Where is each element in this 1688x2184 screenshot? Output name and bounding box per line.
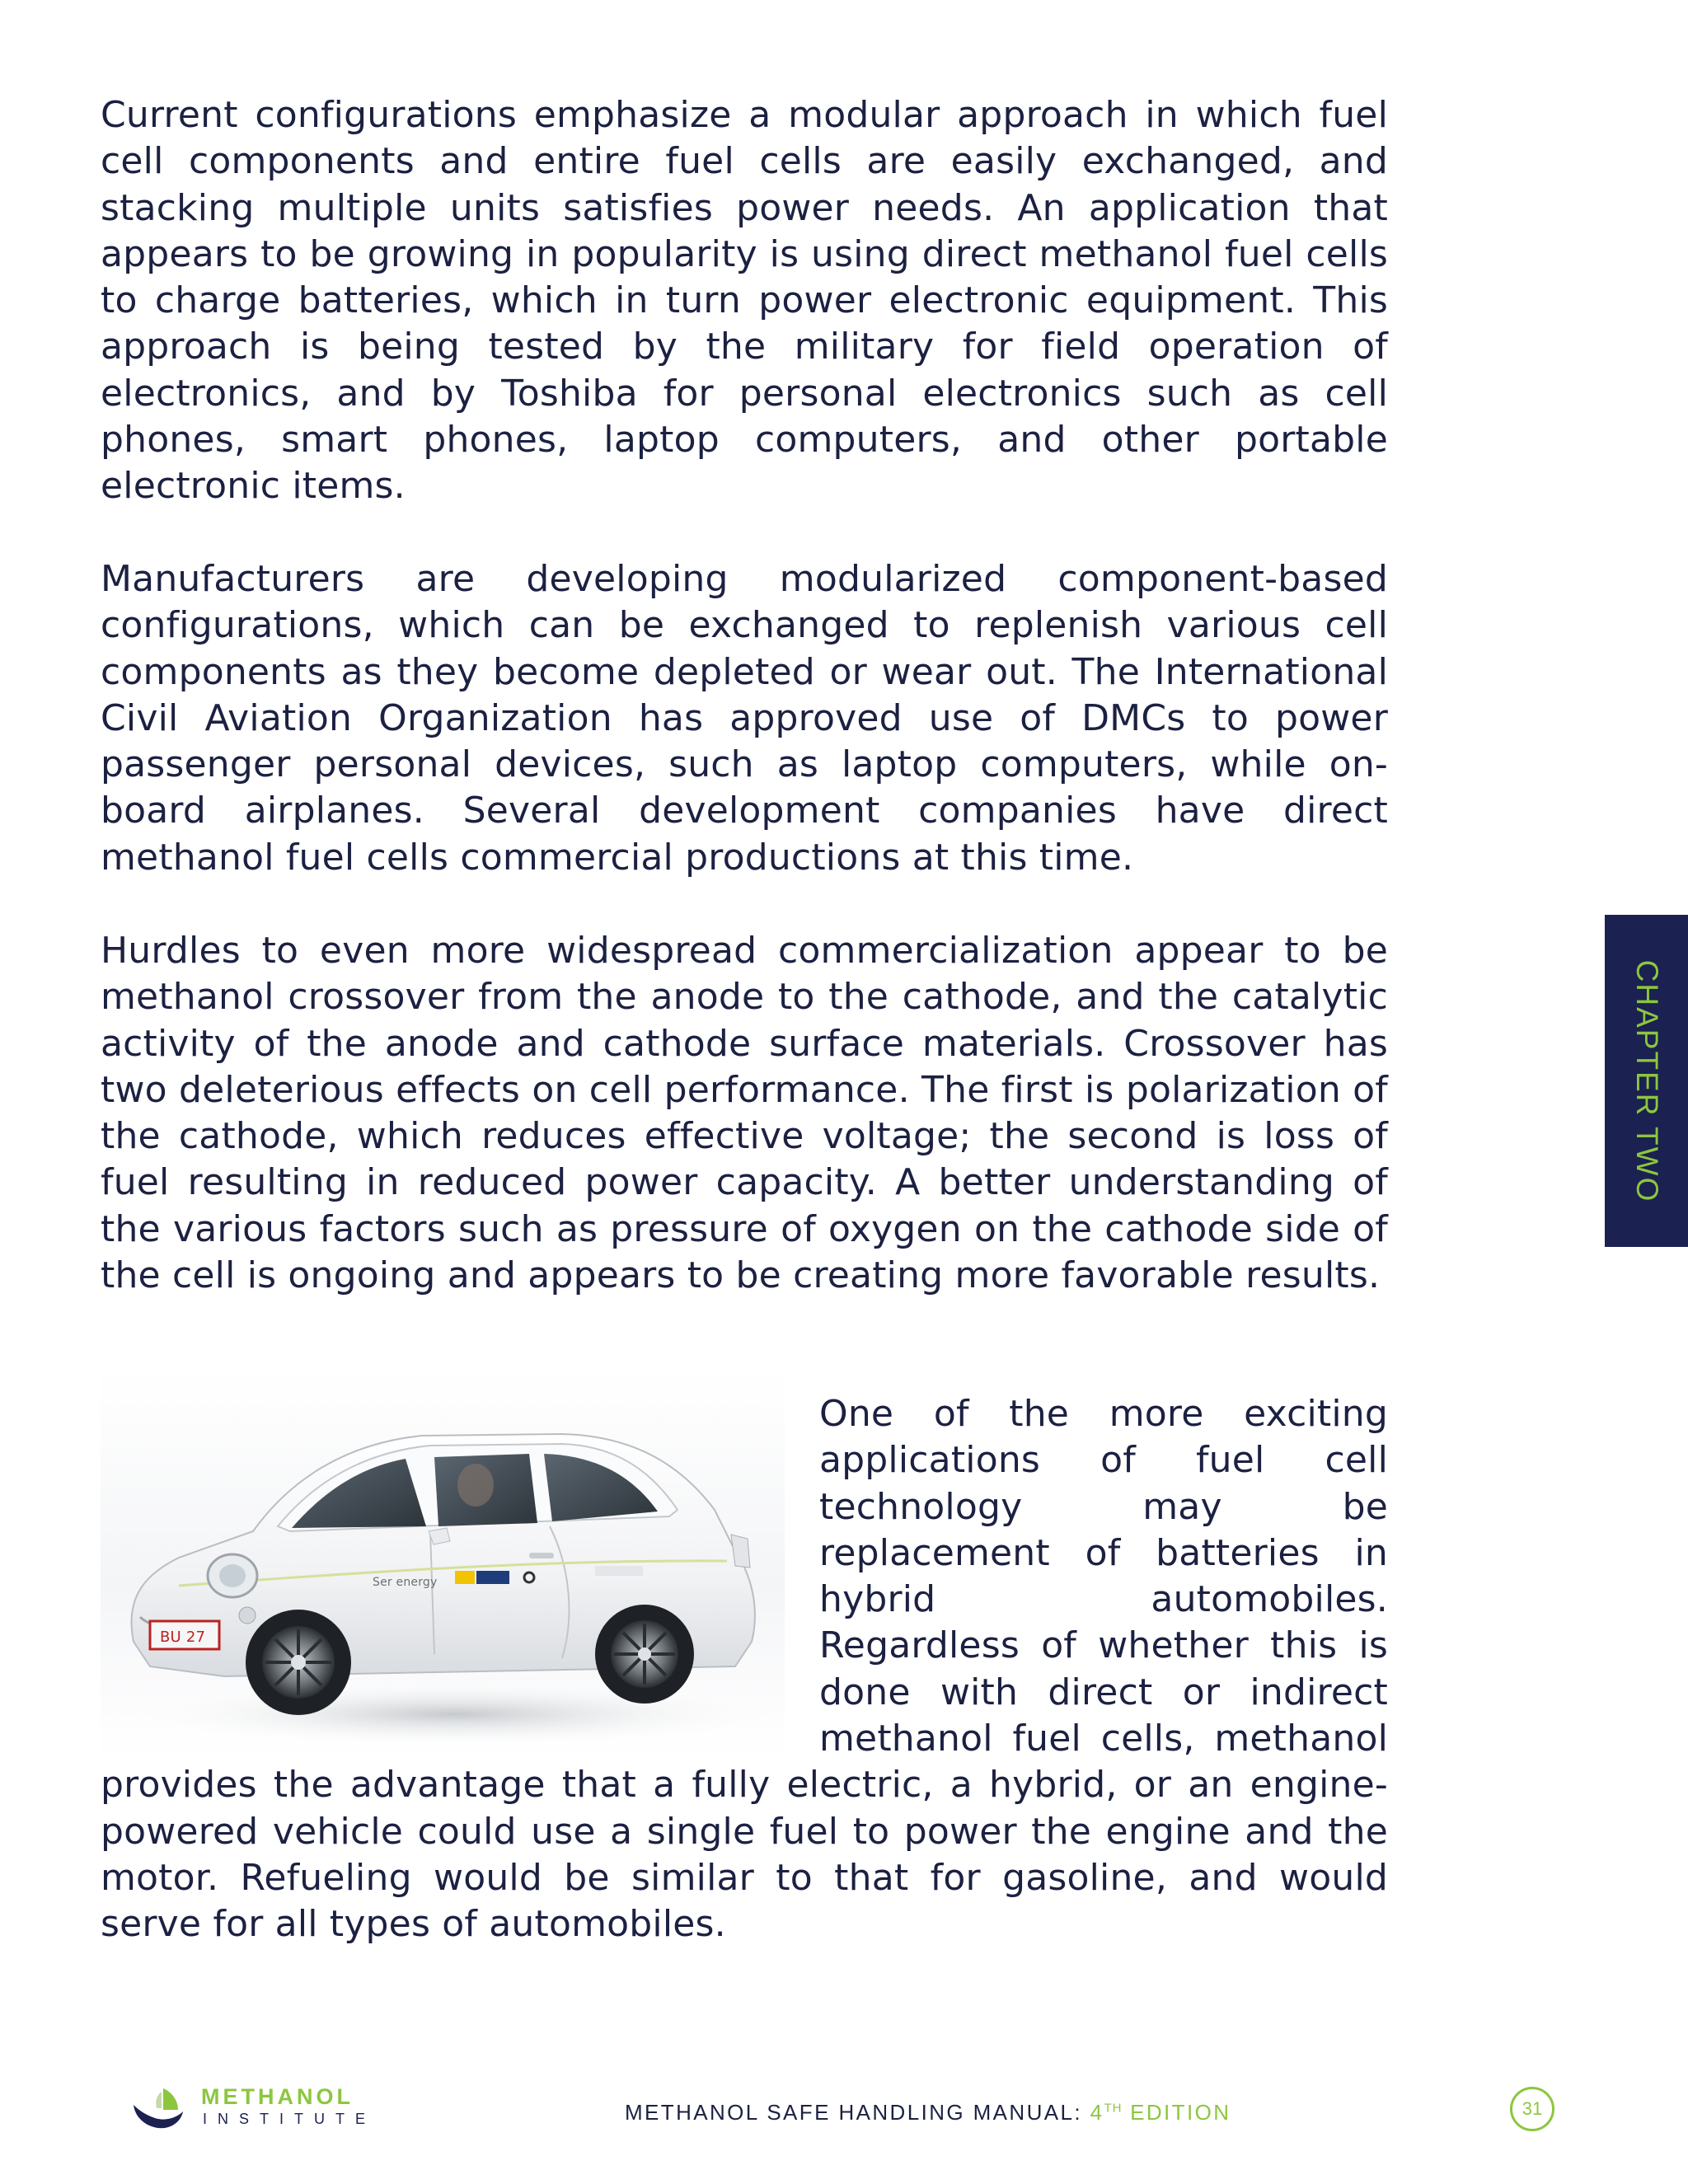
- paragraph-manufacturers: Manufacturers are developing modularized component-based configurations, which can be exchanged to replenish various cell components as they become depleted or wear out. The International Civil Aviation Organization has approved use of DMCs to power passenger personal devices, such as laptop computers, while on-board airplanes. Several development companies have direct methanol fuel cells commercial productions at this time.: [101, 558, 1388, 879]
- paragraph-hybrid-automobiles: One of the more exciting applications of fuel cell technology may be replacement of batteries in hybrid automobiles. Regardless of whether this is done with direct or indirect methanol fuel cells, methanol provides the advantage that a fully electric, a hybrid, or an engine-powered vehicle could use a single fuel to power the engine and the motor. Refueling would be similar to that for gasoline, and would serve for all types of automobiles.: [101, 1393, 1388, 1946]
- paragraph-modular-configurations: Current configurations emphasize a modular approach in which fuel cell components and entire fuel cells are easily exchanged, and stacking multiple units satisfies power needs. An application that appears to be growing in popularity is using direct methanol fuel cells to charge batteries, which in turn power electronic equipment. This approach is being tested by the military for field operation of electronics, and by Toshiba for personal electronics such as cell phones, smart phones, laptop computers, and other portable electronic items.: [101, 94, 1388, 508]
- footer-manual-title: [625, 2100, 1231, 2125]
- car-section: [101, 1391, 1388, 1948]
- car-photo: [101, 1370, 785, 1757]
- logo-word: METHANOL: [201, 2084, 354, 2109]
- paragraph-hurdles: Hurdles to even more widespread commercialization appear to be methanol crossover from the anode to the cathode, and the catalytic activity of the anode and cathode surface materials. Crossover has two deleterious effects on cell performance. The first is polarization of the cathode, which reduces effective voltage; the second is loss of fuel resulting in reduced power capacity. A better understanding of the various factors such as pressure of oxygen on the cathode side of the cell is ongoing and appears to be creating more favorable results.: [101, 930, 1388, 1297]
- footer-title-prefix: METHANOL SAFE HANDLING MANUAL:: [625, 2100, 1090, 2125]
- logo-crescent-icon: [132, 2087, 183, 2130]
- footer-edition-word: EDITION: [1122, 2100, 1231, 2125]
- page-number-badge: 31: [1510, 2087, 1554, 2131]
- methanol-institute-logo: [132, 2083, 379, 2133]
- footer-edition: [1090, 2100, 1231, 2125]
- car-decal-text: Ser energy: [373, 1576, 438, 1589]
- footer-edition-suffix: TH: [1104, 2101, 1123, 2116]
- logo-subword: INSTITUTE: [203, 2111, 376, 2127]
- chapter-tab-label: CHAPTER TWO: [1629, 959, 1664, 1202]
- chapter-tab: [1605, 915, 1688, 1247]
- license-plate-text: BU 27: [160, 1629, 206, 1646]
- footer-edition-number: 4: [1090, 2100, 1104, 2125]
